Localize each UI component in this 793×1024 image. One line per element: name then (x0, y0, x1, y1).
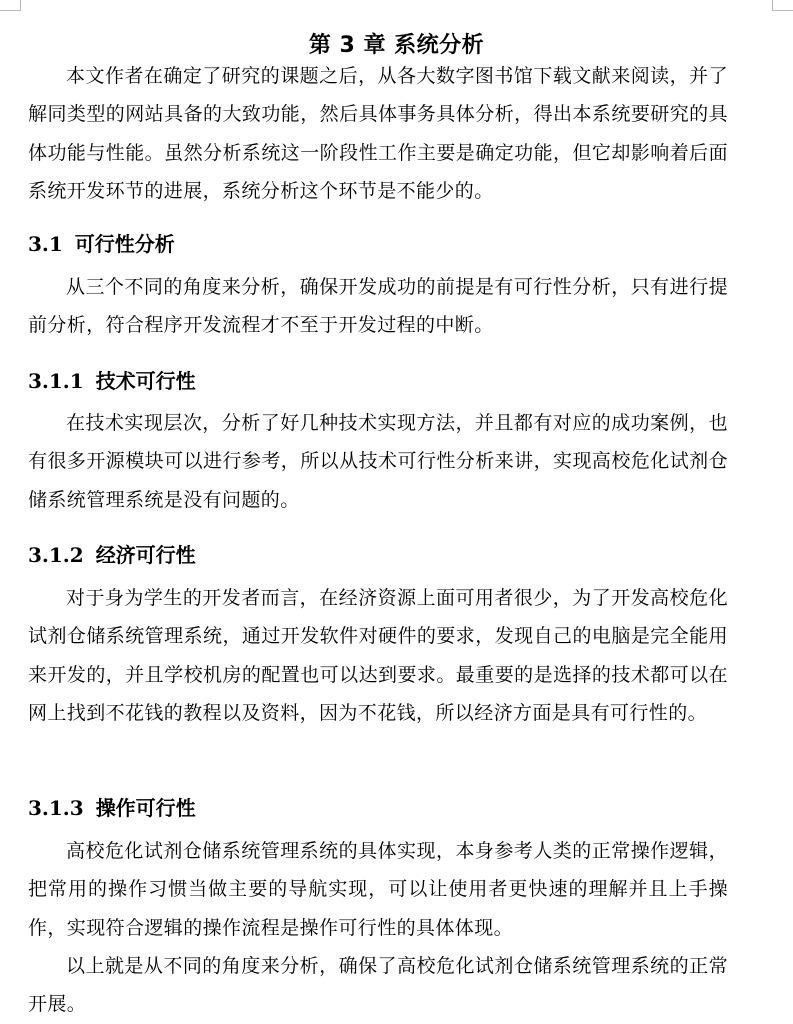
section-number: 3.1.2 (28, 543, 84, 567)
section-title: 技术可行性 (95, 369, 196, 393)
section-heading-3-1-3 (28, 793, 196, 823)
page-corner-mark-left (0, 0, 21, 11)
section-number: 3.1.3 (28, 796, 84, 820)
section-heading-3-1-2 (28, 540, 196, 570)
section-title: 经济可行性 (95, 543, 196, 567)
section-number: 3.1.1 (28, 369, 84, 393)
section-title: 操作可行性 (95, 796, 196, 820)
section-heading-3-1-1 (28, 366, 196, 396)
section-number: 3.1 (28, 232, 63, 256)
section-3-1-2-paragraph: 对于身为学生的开发者而言，在经济资源上面可用者很少，为了开发高校危化试剂仓储系统管理系统，通过开发软件对硬件的要求，发现自己的电脑是完全能用来开发的，并且学校机房的配置也可以达到要求。最重要的是选择的技术都可以在网上找到不花钱的教程以及资料，因为不花钱，所以经济方面是具有可行性的。 (28, 587, 728, 725)
section-heading-3-1 (28, 229, 175, 259)
section-3-1-paragraph: 从三个不同的角度来分析，确保开发成功的前提是有可行性分析，只有进行提前分析，符合程序开发流程才不至于开发过程的中断。 (28, 276, 728, 337)
chapter-title: 第 3 章 系统分析 (308, 32, 485, 58)
intro-paragraph: 本文作者在确定了研究的课题之后，从各大数字图书馆下载文献来阅读，并了解同类型的网站具备的大致功能，然后具体事务具体分析，得出本系统要研究的具体功能与性能。虽然分析系统这一阶段性工作主要是确定功能，但它却影响着后面系统开发环节的进展，系统分析这个环节是不能少的。 (28, 65, 728, 203)
page-corner-mark-right (772, 0, 793, 11)
section-3-1-3-paragraph: 高校危化试剂仓储系统管理系统的具体实现，本身参考人类的正常操作逻辑，把常用的操作习惯当做主要的导航实现，可以让使用者更快速的理解并且上手操作，实现符合逻辑的操作流程是操作可行性的具体体现。 (28, 840, 728, 939)
conclusion-paragraph: 以上就是从不同的角度来分析，确保了高校危化试剂仓储系统管理系统的正常开展。 (28, 955, 728, 1016)
section-title: 可行性分析 (74, 232, 175, 256)
section-3-1-1-paragraph: 在技术实现层次，分析了好几种技术实现方法，并且都有对应的成功案例，也有很多开源模块可以进行参考，所以从技术可行性分析来讲，实现高校危化试剂仓储系统管理系统是没有问题的。 (28, 412, 728, 511)
